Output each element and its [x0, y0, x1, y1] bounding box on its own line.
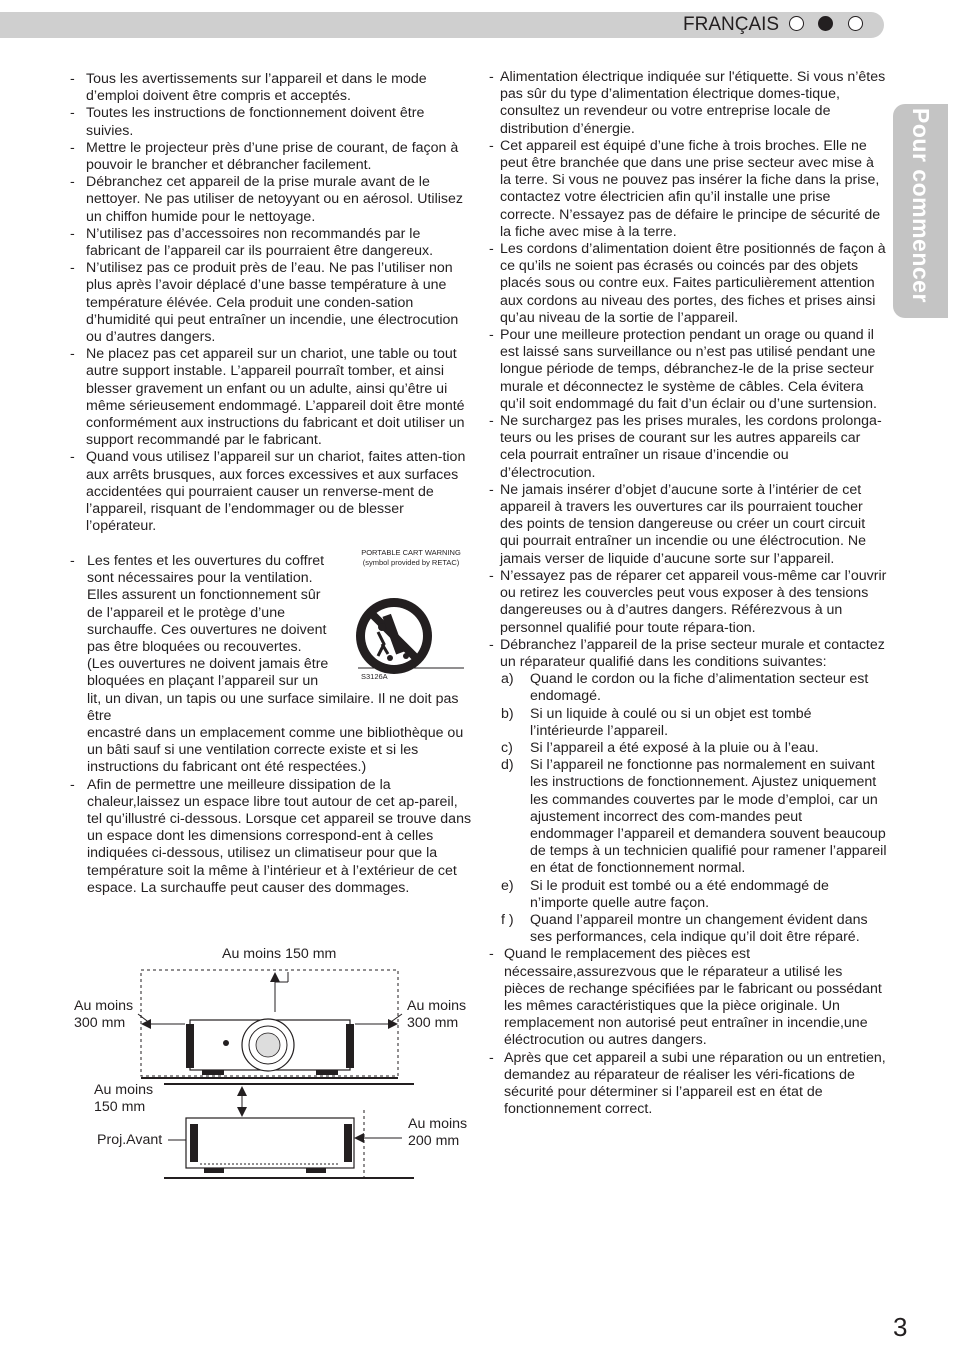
list-item: - Tous les avertissements sur l’appareil et dans le mode d’emploi doivent être compris et acceptés. — [70, 71, 427, 105]
list-item: - Ne jamais insérer d’objet d’aucune sorte à l’intérier de cet appareil à travers les ouvertures car ils pourraient toucher des points de tension dangereuse ou créer un court circuit qui pourrait entraîner un incendie ou une éléctrocution. Ne jamais verser de liquide d’aucune sorte sur l’appareil. — [489, 481, 866, 567]
list-item: - Toutes les instructions de fonctionnement doivent être suivies. — [70, 105, 425, 139]
clearance-right-label: Au moins 300 mm — [407, 998, 467, 1032]
projector-front-view — [190, 1020, 350, 1070]
list-item: - Débranchez cet appareil de la prise murale avant de le nettoyer. Ne pas utiliser de netoyyant ou en aérosol. Utilisez un chiffon humide pour le nettoyage. — [70, 174, 463, 225]
vent-text-narrow: Les fentes et les ouvertures du coffret sont nécessaires pour la ventilation. Elles assurent un fonctionnement sûr de l’appareil et le protège d’une surchauffe. Ces ouvertures ne doivent pas être bloquées ou recouvertes. (Les ouvertures ne doivent jamais être bloquées en plaçant l’appareil sur un — [87, 553, 329, 690]
list-item: - N’essayez pas de réparer cet appareil vous-même car l’ouvrir ou retirez les couvercles peut vous exposer à des tensions dangereuses ou à d’autres dangers. Référezvous à un personnel qualifié pour toute répara-tion. — [489, 567, 887, 636]
page-number: 3 — [893, 1312, 908, 1342]
cart-warning-caption: PORTABLE CART WARNING (symbol provided by RETAC) — [361, 548, 461, 567]
right-column — [489, 69, 887, 1118]
projector-side-view — [186, 1118, 354, 1168]
list-item: - Afin de permettre une meilleure dissipation de la chaleur,laissez un espace libre tout autour de cet ap-pareil, tel qu’illustré ci-dessous. Lorsque cet appareil se trouve dans un espace dont les dimensions correspond-ent à celles indiquées ci-dessous, utilisez un climatiseur pour que la température soit la même à l’intérieur et à l’extérieur de cet espace. La surchauffe peut causer des dommages. — [70, 776, 472, 896]
condition-item: f ) Quand l’appareil montre un changement évident dans ses performances, cela indique qu’il doit être réparé. — [501, 911, 868, 946]
language-label: FRANÇAIS — [683, 14, 780, 35]
list-item: - Après que cet appareil a subi une réparation ou un entretien, demandez au réparateur de réaliser les véri-fications de sécurité pour déterminer si l’appareil est en état de fonctionnement correct. — [489, 1049, 886, 1118]
language-indicator-dot-1 — [789, 16, 804, 31]
language-indicator-dot-3 — [848, 16, 863, 31]
condition-item: e) Si le produit est tombé ou a été endommagé de n’importe quelle autre façon. — [501, 877, 829, 911]
left-column — [70, 71, 474, 535]
section-tab-label: Pour commencer — [908, 108, 934, 303]
clearance-top-label: Au moins 150 mm — [222, 946, 337, 962]
list-item: - Mettre le projecteur près d’une prise de courant, de façon à pouvoir le brancher et débrancher facilement. — [70, 139, 459, 174]
clearance-left-label: Au moins 300 mm — [74, 998, 134, 1032]
language-indicator-dot-2-active — [818, 16, 833, 31]
cart-warning-symbol — [352, 548, 470, 688]
list-item: - N’utilisez pas d’accessoires non recommandés par le fabricant de l’appareil car ils pourraient être dangereux. — [70, 225, 434, 260]
list-item: - Cet appareil est équipé d’une fiche à trois broches. Elle ne peut être branchée que dans une prise secteur avec mise à la terre. Si vous ne pouvez pas insérer la fiche dans la prise, contactez votre électricien afin qu’il installe une prise correcte. N’essayez pas de défaire le principe de sécurité de la fiche avec mise à la terre. — [489, 137, 881, 240]
clearance-rear-label: Au moins 200 mm — [408, 1116, 468, 1150]
list-item: - Quand le remplacement des pièces est nécessaire,assurezvous que le réparateur a utilisé les pièces de rechange spécifiées par le fabricant ou possédant les mêmes caractéristiques que la pièce originale. Un remplacement non autorisé peut entraîner in incendie,une éléctrocution ou autres dangers. — [489, 946, 882, 1049]
list-item: - Débranchez l’appareil de la prise secteur murale et contactez un réparateur qualifié dans les conditions suivantes: — [489, 636, 885, 670]
list-item: - Ne placez pas cet appareil sur un chariot, une table ou tout autre support instable. L’appareil pourraît tomber, et ainsi blesser gravement un enfant ou un adulte, ainsi qu’être ui même sérieusement endommagé. L’appareil doit être monté conformément aux instructions du fabricant et doit utiliser un support recommandé par le fabricant. — [70, 346, 465, 449]
projector-front-label: Proj.Avant — [97, 1132, 163, 1148]
lens-icon — [242, 1019, 294, 1071]
condition-item: c) Si l’appareil a été exposé à la pluie ou à l’eau. — [501, 739, 819, 756]
list-item: - Alimentation électrique indiquée sur l'étiquette. Si vous n’êtes pas sûr du type d’alimentation électrique domes-tique, consultez un revendeur ou votre entreprise locale de distribution d’énergie. — [489, 69, 886, 137]
list-item: - Quand vous utilisez l’appareil sur un chariot, faites atten-tion aux arrêts brusques, aux forces excessives et aux surfaces accidentées qui pourraient causer un renverse-ment de l’appareil, risquant de l’endommager ou de blesser l’opérateur. — [70, 449, 466, 535]
tipping-cart-icon — [352, 548, 470, 688]
condition-item: b) Si un liquide à coulé ou si un objet est tombé l’intérieurde l’appareil. — [501, 705, 812, 739]
section-tab — [893, 104, 948, 318]
clearance-side-top-label: Au moins 150 mm — [94, 1082, 154, 1116]
list-item: - Pour une meilleure protection pendant un orage ou quand il est laissé sans surveillance ou n’est pas utilisé pendant une longue période de temps, débranchez-le de la prise secteur murale et déconnectez le système de câbles. Cela évitera qu’il soit endommagé du fait d’un éclair ou d’une surtension. — [489, 327, 877, 412]
list-item: - N’utilisez pas ce produit près de l’eau. Ne pas l’utiliser non plus après l’avoir déplacé d’une basse température à une température élévée. Cela produit une conden-sation d’humidité qui peut entraîner un incendie, une électrocution ou d’autres dangers. — [70, 260, 459, 346]
vent-list-item: - Les fentes et les ouvertures du coffret sont nécessaires pour la ventilation. Elles assurent un fonctionnement sûr de l’appareil et le protège d’une surchauffe. Ces ouvertures ne doivent pas être bloquées ou recouvertes. (Les ouvertures ne doivent jamais être bloquées en plaçant l’appareil sur un lit, un divan, un tapis ou une surface similaire. Il ne doit pas être encastré dans un emplacement comme une bibliothèque ou un bâti sauf si une ventilation correcte existe et si les instructions du fabricant ont été respectées.) - Afin de permettre une meilleure dissipation de la chaleur,laissez un espace libre tout autour de cet ap-pareil, tel qu’illustré ci-dessous. Lorsque cet appareil se trouve dans un espace dont les dimensions correspond-ent à celles indiquées ci-dessous, utilisez un climatiseur pour que la température soit la même à l’intérieur et à l’extérieur de cet espace. La surchauffe peut causer des dommages. — [70, 553, 474, 897]
cart-warning-code: S3126A — [361, 672, 388, 681]
list-item: - Ne surchargez pas les prises murales, les cordons prolonga-teurs ou les prises de courant sur les autres appareils car cela pourrait entraîner un risaue d’incendie ou d’électrocution. — [489, 413, 882, 481]
condition-item: d) Si l’appareil ne fonctionne pas normalement en suivant les instructions de fonctionnement. Ajustez uniquement les commandes couvertes par le mode d’emploi, car un ajustement incorrect des com-mandes peut endommager l’appareil et demandera souvent beaucoup de temps à un technicien qualifié pour ramener l’appareil en état de fonctionnement normal. — [501, 757, 887, 877]
list-item: - Les cordons d’alimentation doient être positionnés de façon à ce qu’ils ne soient pas écrasés ou coincés par des objets placés sous ou contre eux. Faites particulièrement attention aux cordons au niveau des portes, des fiches et prises ainsi qu’au niveau de la sortie de l’appareil. — [489, 241, 886, 326]
condition-item: a) Quand le cordon ou la fiche d’alimentation secteur est endomagé. — [501, 671, 869, 705]
